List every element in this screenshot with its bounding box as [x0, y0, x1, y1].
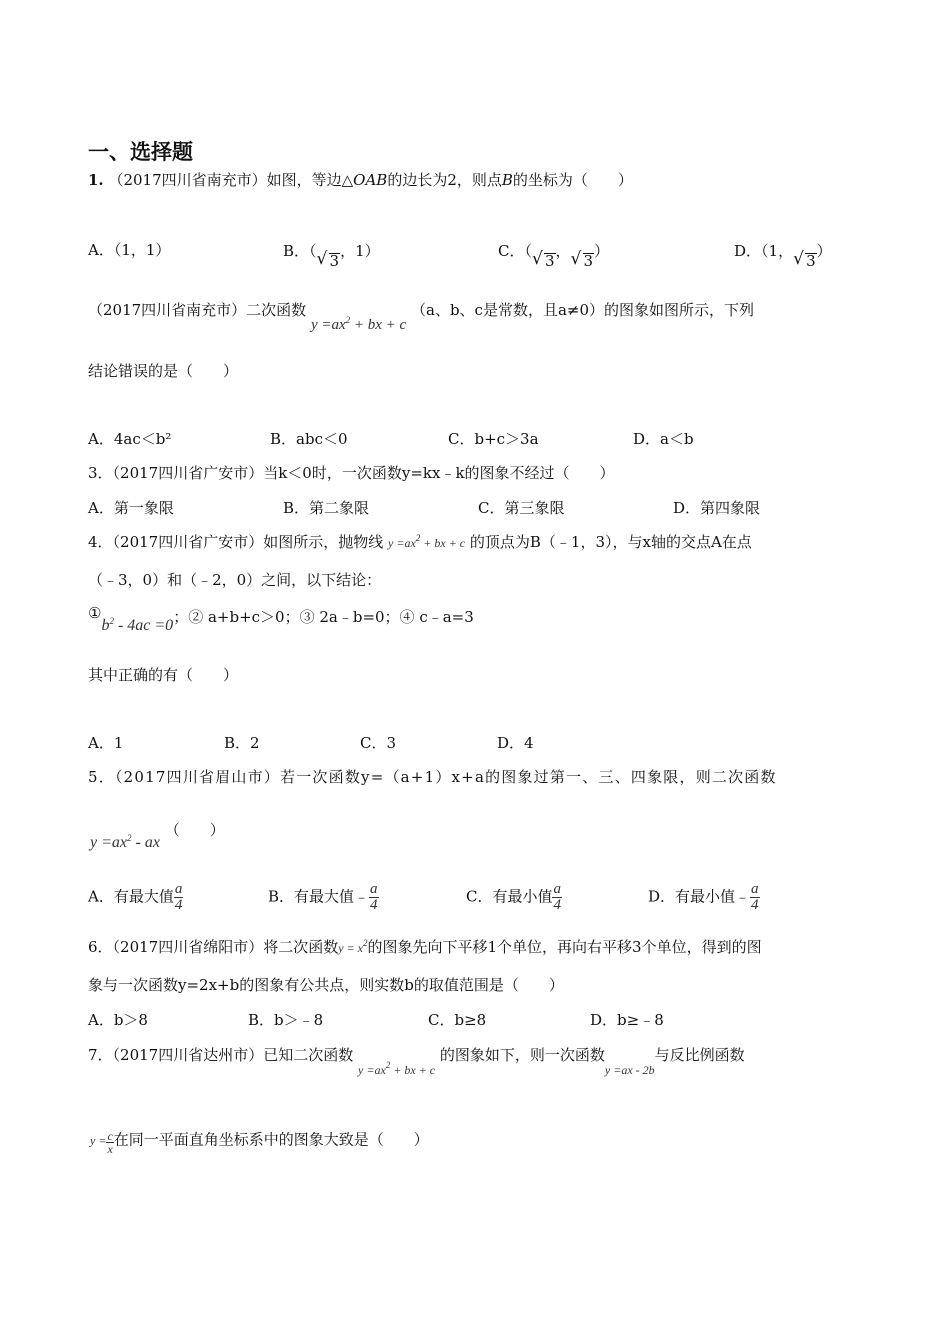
q4-conclusions — [88, 604, 474, 634]
q1-text-b: 的边长为2，则点 — [387, 171, 502, 189]
q4-text-b: 的顶点为B（﹣1，3），与x轴的交点A在点 — [469, 533, 752, 551]
question-4 — [88, 535, 752, 550]
q7-formula-linear: y =ax - 2b — [604, 1063, 655, 1077]
q1-option-c-mid: ， — [555, 242, 571, 260]
q5-paren: （ ） — [164, 821, 225, 839]
q5-option-c-text: C．有最小值 — [466, 887, 553, 906]
q7-text-a: 7．（2017四川省达州市）已知二次函数 — [88, 1046, 354, 1064]
q1-option-a[interactable]: A．（1，1） — [88, 241, 171, 259]
q7-formula-quadratic: y =ax2 + bx + c — [358, 1060, 436, 1077]
q6-text-c: 象与一次函数y=2x+b的图象有公共点，则实数b的取值范围是（ ） — [88, 976, 564, 994]
q6-option-c[interactable]: C．b≥8 — [428, 1011, 487, 1029]
q5-option-d[interactable] — [648, 882, 760, 913]
q1-option-b-post: ，1） — [340, 242, 380, 260]
q2-option-a[interactable]: A．4ac＜b² — [88, 430, 172, 448]
q3-option-c[interactable]: C．第三象限 — [478, 499, 565, 517]
q5-option-a-text: A．有最大值 — [88, 887, 174, 906]
q6-formula: $y = x^2$ — [338, 938, 368, 955]
q5-option-d-text: D．有最小值﹣ — [648, 887, 751, 906]
q4-option-c[interactable]: C．3 — [360, 734, 397, 752]
q5-formula-line — [90, 821, 225, 851]
fraction-a-over-4: $\frac{a}{4}$ — [751, 881, 759, 913]
q2-option-b[interactable]: B．abc＜0 — [270, 430, 348, 448]
section-title: 一、选择题 — [88, 140, 193, 164]
q1-option-c-post: ） — [594, 242, 610, 260]
q2-formula: $y =ax^2$ + bx + c — [310, 315, 407, 333]
q6-option-b[interactable]: B．b＞﹣8 — [248, 1011, 324, 1029]
q4-text-d: 其中正确的有（ ） — [88, 666, 239, 684]
q4-text-a: 4．（2017四川省广安市）如图所示，抛物线 — [88, 533, 384, 551]
question-7 — [88, 1046, 745, 1077]
q1-option-d-post: ） — [816, 242, 832, 260]
q4-conclusions-rest: ；② a+b+c＞0；③ 2a﹣b=0；④ c﹣a=3 — [173, 608, 474, 626]
sqrt-symbol: √ 3 — [571, 253, 595, 269]
sqrt-symbol: √ 3 — [532, 253, 556, 269]
fraction-a-over-4: $\frac{a}{4}$ — [174, 881, 183, 913]
q4-formula: $y =ax^2$ + bx + c — [388, 533, 466, 550]
q3-option-a[interactable]: A．第一象限 — [88, 499, 174, 517]
question-5: 5．（2017四川省眉山市）若一次函数y=（a+1）x+a的图象过第一、三、四象限，则二次函数 — [88, 768, 777, 786]
q5-option-c[interactable] — [466, 882, 562, 913]
q4-text-c: （﹣3，0）和（﹣2，0）之间，以下结论： — [88, 571, 382, 589]
q6-text-a: 6．（2017四川省绵阳市）将二次函数 — [88, 938, 339, 956]
q1-option-d-pre: D．（1， — [734, 242, 794, 260]
q6-text-b: 的图象先向下平移1个单位，再向右平移3个单位，得到的图 — [367, 938, 762, 956]
fraction-a-over-4: $\frac{a}{4}$ — [370, 881, 378, 913]
q4-option-d[interactable]: D．4 — [497, 734, 534, 752]
q4-option-a[interactable]: A．1 — [88, 734, 124, 752]
q1-option-b-pre: B．（ — [283, 242, 317, 260]
q2-text-c: 结论错误的是（ ） — [88, 362, 239, 380]
q4-discriminant: $b^2 - 4ac =0$ — [101, 616, 174, 634]
q2-text-a: （2017四川省南充市）二次函数 — [88, 301, 307, 319]
question-1 — [88, 173, 633, 188]
q4-circle-1: ① — [88, 604, 102, 622]
q1-number: 1. — [88, 171, 104, 189]
q7-formula-y: y = — [90, 1133, 107, 1148]
q2-text-b: （a、b、c是常数，且a≠0）的图象如图所示，下列 — [411, 301, 755, 319]
q6-option-a[interactable]: A．b＞8 — [88, 1011, 148, 1029]
q7-fraction-c-over-x: $\frac{c}{x}$ — [107, 1129, 113, 1156]
q5-option-a[interactable] — [88, 882, 183, 913]
q2-option-d[interactable]: D．a＜b — [633, 430, 694, 448]
q7-line-2 — [90, 1128, 429, 1156]
question-3: 3．（2017四川省广安市）当k＜0时，一次函数y=kx﹣k的图象不经过（ ） — [88, 464, 615, 482]
q2-option-c[interactable]: C．b+c＞3a — [448, 430, 539, 448]
question-6 — [88, 940, 762, 955]
q5-option-b[interactable] — [268, 882, 379, 913]
q1-text-c: 的坐标为（ ） — [512, 171, 633, 189]
sqrt-symbol: √ 3 — [317, 253, 341, 269]
q1-option-b[interactable] — [283, 242, 380, 270]
q1-text-a: （2017四川省南充市）如图，等边△ — [108, 171, 354, 189]
q1-point-b: B — [501, 171, 513, 189]
q7-text-b: 的图象如下，则一次函数 — [439, 1046, 605, 1064]
q7-text-c: 与反比例函数 — [654, 1046, 745, 1064]
question-2 — [88, 301, 755, 333]
q1-option-d[interactable] — [734, 242, 832, 270]
q5-option-b-text: B．有最大值﹣ — [268, 887, 370, 906]
q7-text-d: 在同一平面直角坐标系中的图象大致是（ ） — [113, 1130, 429, 1149]
fraction-a-over-4: $\frac{a}{4}$ — [553, 881, 561, 913]
q5-formula: $y =ax^2$ - ax — [90, 833, 160, 851]
q1-option-c[interactable] — [498, 242, 610, 270]
sqrt-symbol: √ 3 — [793, 253, 817, 269]
q6-option-d[interactable]: D．b≥﹣8 — [590, 1011, 664, 1029]
q3-option-d[interactable]: D．第四象限 — [673, 499, 761, 517]
q1-option-c-pre: C．（ — [498, 242, 532, 260]
q4-option-b[interactable]: B．2 — [224, 734, 260, 752]
q1-oab: OAB — [353, 171, 388, 189]
q3-option-b[interactable]: B．第二象限 — [283, 499, 370, 517]
